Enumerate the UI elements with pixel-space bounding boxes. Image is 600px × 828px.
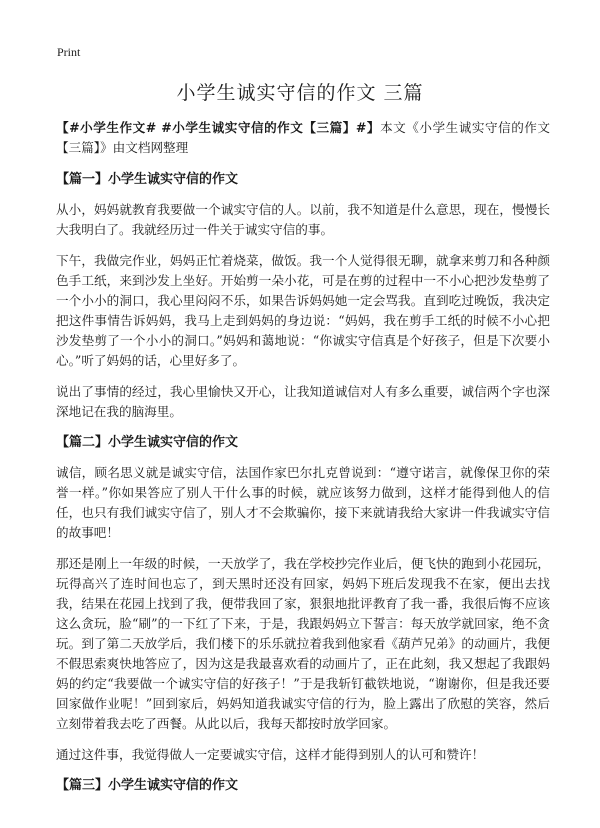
intro-line bbox=[56, 118, 550, 158]
print-link[interactable]: Print bbox=[57, 45, 81, 59]
section-1-paragraph: 下午，我做完作业，妈妈正忙着烧菜，做饭。我一个人觉得很无聊，就拿来剪刀和各种颜色手工纸，来到沙发上坐好。开始剪一朵小花，可是在剪的过程中一不小心把沙发垫剪了一个小小的洞口，我心里闷闷不乐，如果告诉妈妈她一定会骂我。直到吃过晚饭，我决定把这件事情告诉妈妈，我马上走到妈妈的身边说：“妈妈，我在剪手工纸的时候不小心把沙发垫剪了一个小小的洞口。”妈妈和蔼地说：“你诚实守信真是个好孩子，但是下次要小心。”听了妈妈的话，心里好多了。 bbox=[56, 253, 550, 368]
intro-tags: 【#小学生作文# #小学生诚实守信的作文【三篇】#】 bbox=[56, 120, 381, 135]
section-heading-3: 【篇三】小学生诚实守信的作文 bbox=[56, 778, 239, 793]
section-1-paragraph: 说出了事情的经过，我心里愉快又开心，让我知道诚信对人有多么重要，诚信两个字也深深地记在我的脑海里。 bbox=[56, 384, 550, 419]
page-title: 小学生诚实守信的作文 三篇 bbox=[176, 82, 424, 104]
section-heading-1: 【篇一】小学生诚实守信的作文 bbox=[56, 172, 239, 187]
section-2-paragraph: 诚信，顾名思义就是诚实守信，法国作家巴尔扎克曾说到：“遵守诺言，就像保卫你的荣誉一样。”你如果答应了别人干什么事的时候，就应该努力做到，这样才能得到他人的信任，也只有我们诚实守信了，别人才不会欺骗你，接下来就请我给大家讲一件我诚实守信的故事吧！ bbox=[56, 465, 550, 540]
section-heading-2: 【篇二】小学生诚实守信的作文 bbox=[56, 435, 239, 450]
section-2-paragraph: 那还是刚上一年级的时候，一天放学了，我在学校抄完作业后，便飞快的跑到小花园玩，玩得高兴了连时间也忘了，到天黑时还没有回家，妈妈下班后发现我不在家，便出去找我，结果在花园上找到了我，便带我回了家，狠狠地批评教育了我一番，我很后悔不应该这么贪玩，脸“刷”的一下红了下来，于是，我跟妈妈立下誓言：每天放学就回家，绝不贪玩。到了第二天放学后，我们楼下的乐乐就拉着我到他家看《葫芦兄弟》的动画片，我便不假思索爽快地答应了，因为这是我最喜欢看的动画片了，正在此刻，我又想起了我跟妈妈的约定“我要做一个诚实守信的好孩子！”于是我斩钉截铁地说，“谢谢你，但是我还要回家做作业呢！”回到家后，妈妈知道我诚实守信的行为，脸上露出了欣慰的笑容，然后立刻带着我去吃了西餐。从此以后，我每天都按时放学回家。 bbox=[56, 556, 550, 731]
section-1-paragraph: 从小，妈妈就教育我要做一个诚实守信的人。以前，我不知道是什么意思，现在，慢慢长大我明白了。我就经历过一件关于诚实守信的事。 bbox=[56, 202, 550, 237]
section-2-paragraph: 通过这件事，我觉得做人一定要诚实守信，这样才能得到别人的认可和赞许！ bbox=[56, 747, 485, 762]
intro-text: 本文《小学生诚实守信的作文【三篇】》由文档网整理 bbox=[56, 120, 551, 155]
article-body bbox=[56, 118, 550, 806]
